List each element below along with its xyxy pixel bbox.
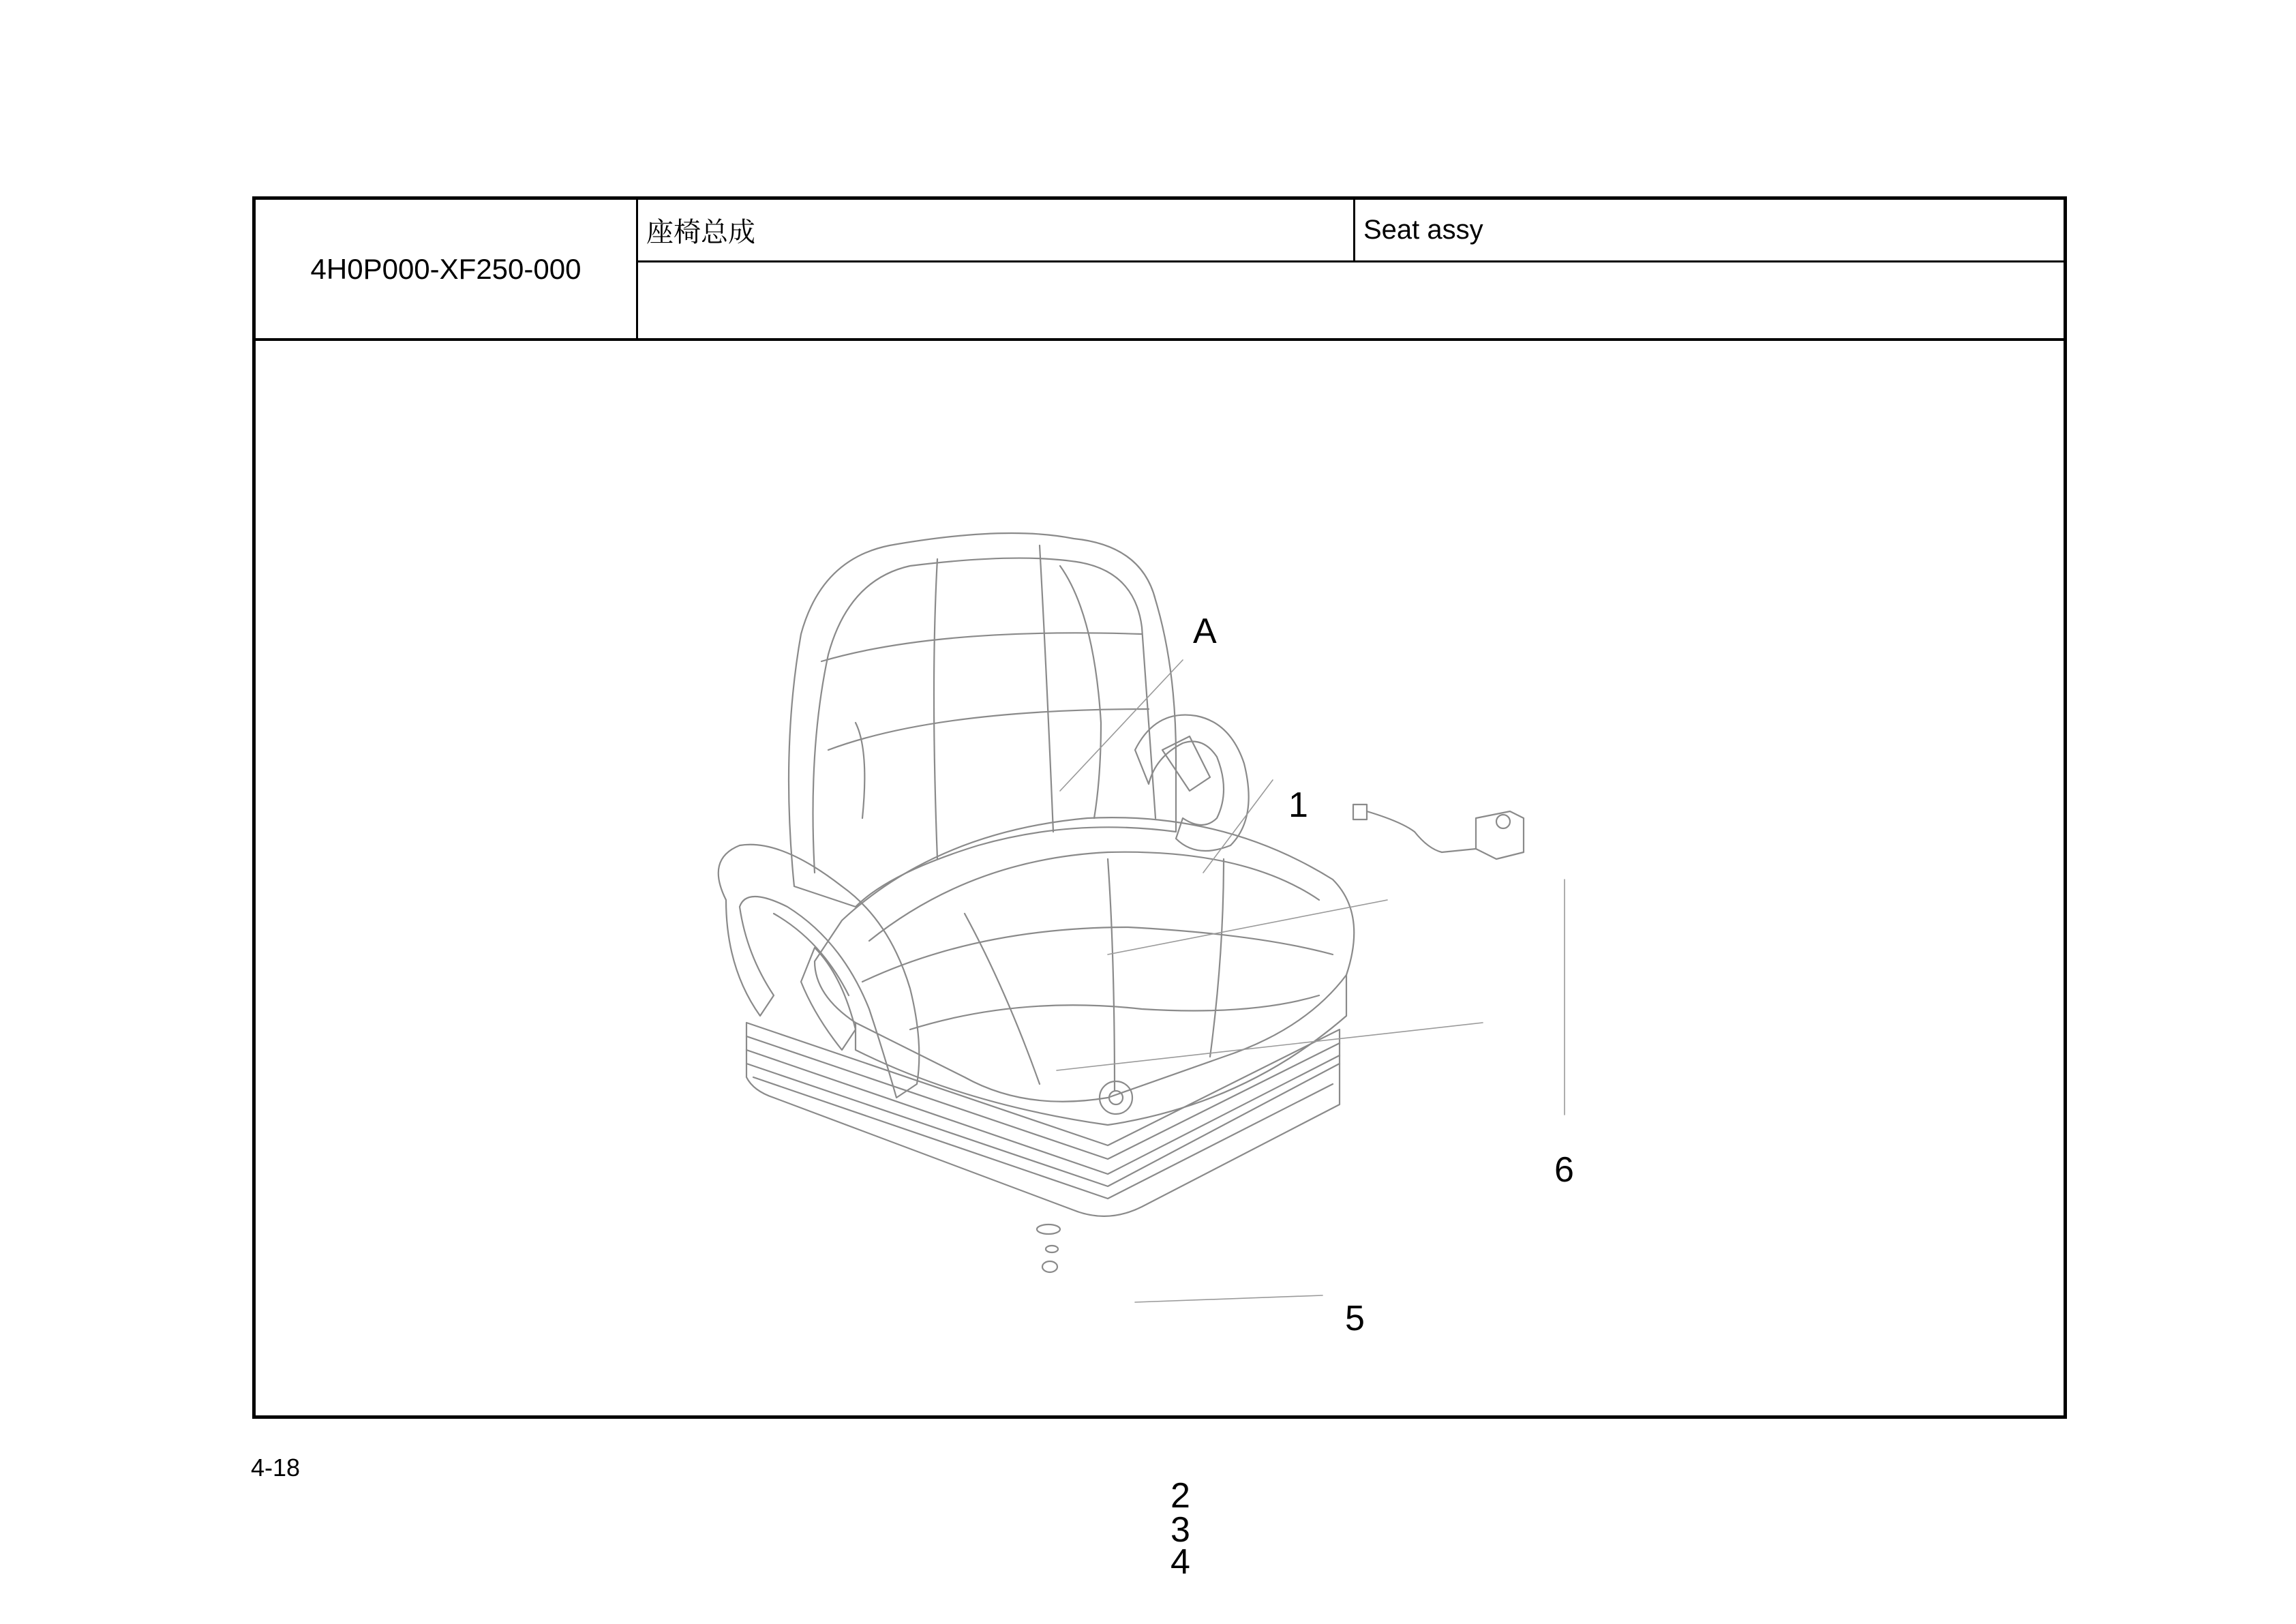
seat-base [746, 1023, 1340, 1216]
part-number: 4H0P000-XF250-000 [256, 200, 638, 338]
callout-5: 5 [1345, 1299, 1365, 1338]
seat-cushion [815, 817, 1354, 1125]
title-row [638, 200, 2064, 262]
title-block [256, 200, 2064, 341]
right-armrest [1135, 715, 1249, 851]
callout-1: 1 [1288, 785, 1308, 825]
hardware [1037, 1224, 1060, 1272]
title-chinese: 座椅总成 [638, 200, 1355, 260]
callout-6: 6 [1554, 1150, 1574, 1190]
page-number: 4-18 [251, 1454, 301, 1482]
callout-4: 4 [1170, 1542, 1190, 1582]
callout-3: 3 [1170, 1510, 1190, 1550]
callout-2: 2 [1170, 1476, 1190, 1516]
seat-drawing [256, 341, 2064, 1415]
remark-row [638, 262, 2064, 338]
callout-a: A [1193, 612, 1217, 651]
seat-backrest [789, 533, 1176, 907]
leader-lines [1057, 660, 1565, 1415]
title-english: Seat assy [1363, 215, 1483, 245]
seat-switch [1353, 805, 1524, 859]
